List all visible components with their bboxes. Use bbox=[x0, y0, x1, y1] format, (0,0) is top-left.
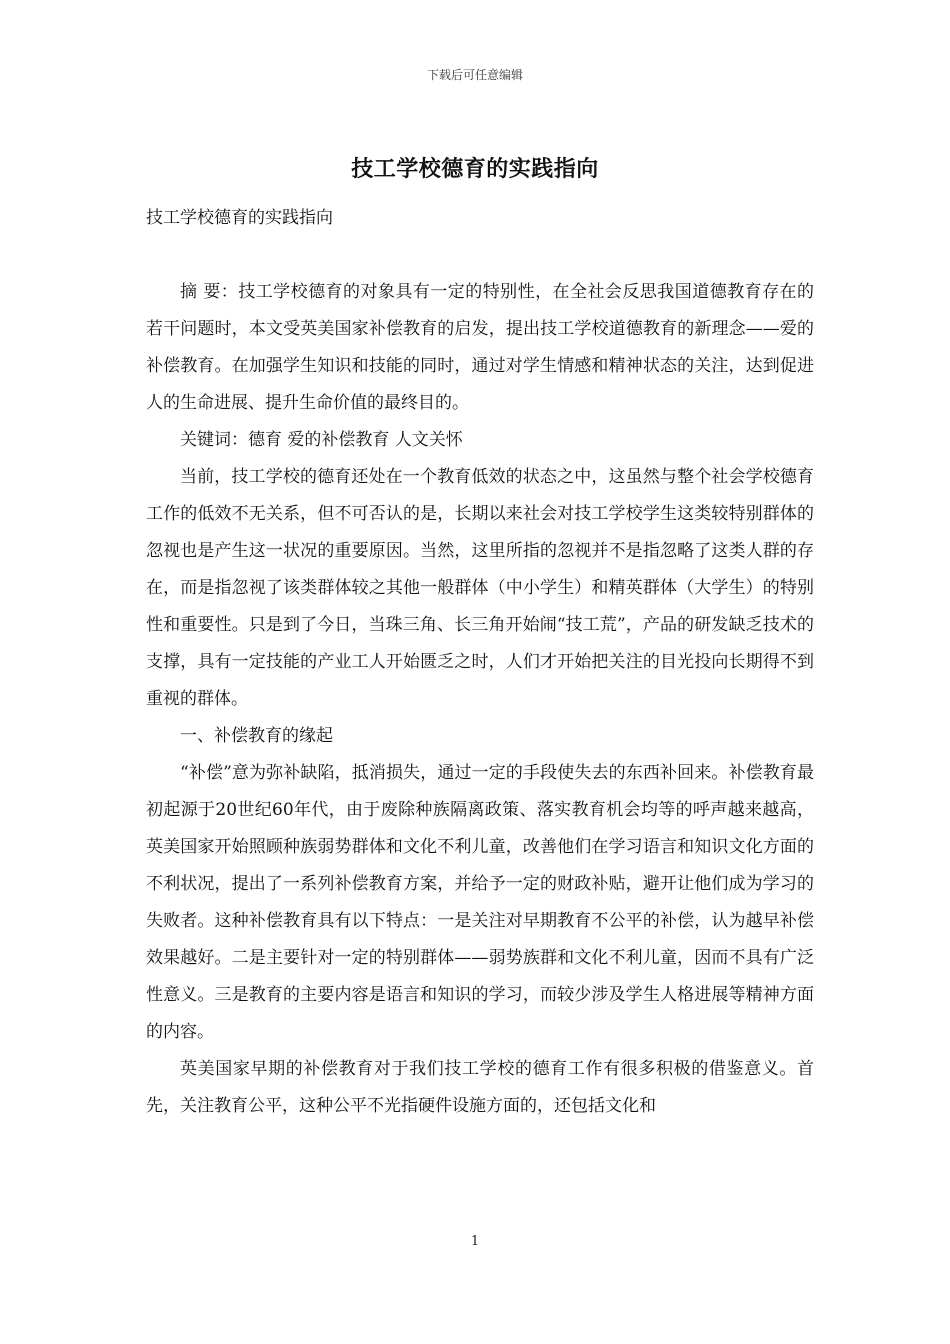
body-paragraph: “补偿”意为弥补缺陷，抵消损失，通过一定的手段使失去的东西补回来。补偿教育最初起源于20世纪60年代，由于废除种族隔离政策、落实教育机会均等的呼声越来越高，英美国家开始照顾种族弱势群体和文化不利儿童，改善他们在学习语言和知识文化方面的不利状况，提出了一系列补偿教育方案，并给予一定的财政补贴，避开让他们成为学习的失败者。这种补偿教育具有以下特点：一是关注对早期教育不公平的补偿，认为越早补偿效果越好。二是主要针对一定的特别群体——弱势族群和文化不利儿童，因而不具有广泛性意义。三是教育的主要内容是语言和知识的学习，而较少涉及学生人格进展等精神方面的内容。 bbox=[146, 763, 814, 1042]
document-body bbox=[146, 200, 814, 1125]
section-heading: 一、补偿教育的缘起 bbox=[180, 726, 333, 746]
body-paragraph: 英美国家早期的补偿教育对于我们技工学校的德育工作有很多积极的借鉴意义。首先，关注教育公平，这种公平不光指硬件设施方面的，还包括文化和 bbox=[146, 1059, 814, 1116]
document-title: 技工学校德育的实践指向 bbox=[351, 156, 599, 182]
body-paragraph: 当前，技工学校的德育还处在一个教育低效的状态之中，这虽然与整个社会学校德育工作的低效不无关系，但不可否认的是，长期以来社会对技工学校学生这类较特别群体的忽视也是产生这一状况的重要原因。当然，这里所指的忽视并不是指忽略了这类人群的存在，而是指忽视了该类群体较之其他一般群体（中小学生）和精英群体（大学生）的特别性和重要性。只是到了今日，当珠三角、长三角开始闹“技工荒”，产品的研发缺乏技术的支撑，具有一定技能的产业工人开始匮乏之时，人们才开始把关注的目光投向长期得不到重视的群体。 bbox=[146, 467, 814, 709]
keywords-paragraph: 关键词：德育 爱的补偿教育 人文关怀 bbox=[180, 430, 463, 450]
abstract-paragraph: 摘 要：技工学校德育的对象具有一定的特别性，在全社会反思我国道德教育存在的若干问题时，本文受英美国家补偿教育的启发，提出技工学校道德教育的新理念——爱的补偿教育。在加强学生知识和技能的同时，通过对学生情感和精神状态的关注，达到促进人的生命进展、提升生命价值的最终目的。 bbox=[146, 282, 814, 413]
header-note: 下载后可任意编辑 bbox=[426, 68, 523, 82]
document-subtitle: 技工学校德育的实践指向 bbox=[146, 208, 333, 228]
page-number: 1 bbox=[470, 1234, 480, 1249]
